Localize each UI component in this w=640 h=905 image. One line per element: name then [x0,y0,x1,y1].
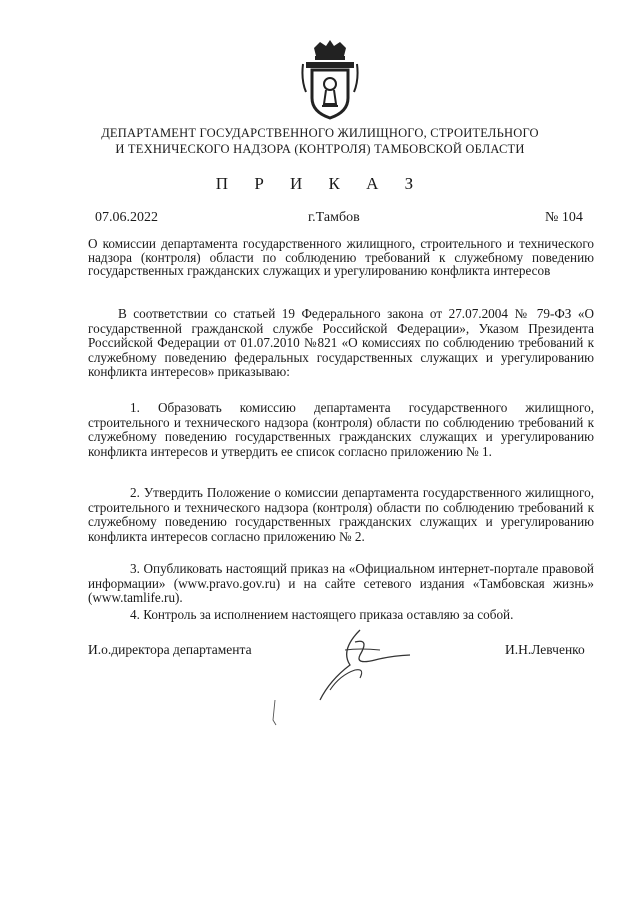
document-date: 07.06.2022 [95,210,158,225]
signatory-role: И.о.директора департамента [88,642,252,657]
coat-of-arms-icon [300,40,360,120]
document-number: № 104 [545,210,583,225]
department-name-line-1: ДЕПАРТАМЕНТ ГОСУДАРСТВЕННОГО ЖИЛИЩНОГО, СТРОИТЕЛЬНОГО [101,126,539,140]
preamble-paragraph: В соответствии со статьей 19 Федерального закона от 27.07.2004 № 79-ФЗ «О государственной гражданской службе Российской Федерации», Указом Президента Российской Федерации от 01.07.2010 №821 «О комиссиях по соблюдению требований к служебному поведению федеральных государственных служащих и урегулированию конфликта интересов» приказываю: [88,306,594,380]
order-item-2: 2. Утвердить Положение о комиссии департамента государственного жилищного, строительного и технического надзора (контроля) области по соблюдению требований к служебному поведению государственных гражданских служащих и урегулированию конфликта интересов согласно приложению № 2. [88,485,594,544]
order-item-1: 1. Образовать комиссию департамента государственного жилищного, строительного и технического надзора (контроля) области по соблюдению требований к служебному поведению государственных гражданских служащих и урегулированию конфликта интересов и утвердить ее список согласно приложению № 1. [88,400,594,459]
signatory-name: И.Н.Левченко [505,642,585,657]
document-subject: О комиссии департамента государственного жилищного, строительного и технического надзора (контроля) области по соблюдению требований к служебному поведению государственных гражданских служащих и урегулированию конфликта интересов [88,236,594,278]
department-name-line-2: И ТЕХНИЧЕСКОГО НАДЗОРА (КОНТРОЛЯ) ТАМБОВСКОЙ ОБЛАСТИ [115,142,525,156]
document-title: П Р И К А З [215,174,425,193]
handwritten-signature [260,620,460,730]
document-city: г.Тамбов [308,210,360,225]
order-item-3: 3. Опубликовать настоящий приказ на «Официальном интернет-портале правовой информации» (www.pravo.gov.ru) и на сайте сетевого издания «Тамбовская жизнь» (www.tamlife.ru). [88,561,594,606]
order-item-4: 4. Контроль за исполнением настоящего приказа оставляю за собой. [130,607,514,622]
